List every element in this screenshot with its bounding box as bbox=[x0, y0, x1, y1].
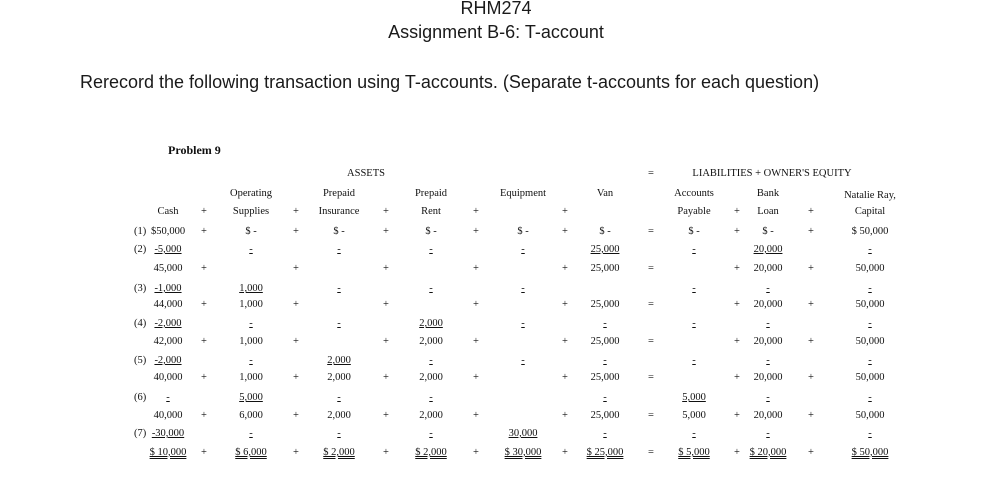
cell-bank-loan-total: $ 20,000 bbox=[749, 447, 787, 458]
cell-equipment-entry: 30,000 bbox=[508, 428, 538, 439]
plus-sign: + bbox=[562, 372, 568, 383]
cell-capital-entry: - bbox=[868, 283, 872, 294]
plus-sign: + bbox=[808, 372, 814, 383]
cell-capital-balance: 50,000 bbox=[855, 372, 885, 383]
cell-prepaid-rent-total: $ 2,000 bbox=[415, 447, 447, 458]
cell-bank-loan-entry: $ - bbox=[762, 226, 774, 237]
cell-prepaid-rent-balance: 2,000 bbox=[419, 336, 443, 347]
cell-capital-balance: 50,000 bbox=[855, 299, 885, 310]
cell-cash-entry: -2,000 bbox=[154, 355, 182, 366]
column-header-operating-supplies-top: Operating bbox=[230, 188, 272, 199]
cell-cash-entry: - bbox=[166, 392, 170, 403]
cell-prepaid-insurance-entry: - bbox=[337, 392, 341, 403]
plus-sign: + bbox=[201, 336, 207, 347]
cell-prepaid-rent-balance: 2,000 bbox=[419, 410, 443, 421]
cell-prepaid-rent-balance: 2,000 bbox=[419, 372, 443, 383]
plus-sign: + bbox=[562, 410, 568, 421]
plus-sign: + bbox=[562, 263, 568, 274]
cell-equipment-entry: - bbox=[521, 318, 525, 329]
plus-sign: + bbox=[473, 410, 479, 421]
transaction-label: (3) bbox=[134, 283, 147, 294]
column-header-bank-loan: Loan bbox=[757, 206, 779, 217]
plus-sign: + bbox=[562, 206, 568, 217]
column-header-equipment: Equipment bbox=[499, 188, 547, 199]
plus-sign: + bbox=[383, 263, 389, 274]
column-header-capital: Capital bbox=[854, 206, 886, 217]
column-header-prepaid-rent: Rent bbox=[421, 206, 441, 217]
cell-operating-supplies-total: $ 6,000 bbox=[235, 447, 267, 458]
equals-sign: = bbox=[648, 447, 654, 458]
plus-sign: + bbox=[201, 263, 207, 274]
cell-prepaid-insurance-entry: - bbox=[337, 318, 341, 329]
plus-sign: + bbox=[473, 336, 479, 347]
equals-sign: = bbox=[648, 226, 654, 237]
cell-cash-entry: $50,000 bbox=[150, 226, 186, 237]
column-header-capital-top: Natalie Ray, bbox=[844, 190, 896, 201]
transaction-label: (4) bbox=[134, 318, 147, 329]
transaction-label: (6) bbox=[134, 392, 147, 403]
cell-bank-loan-balance: 20,000 bbox=[753, 263, 783, 274]
cell-operating-supplies-balance: 1,000 bbox=[239, 336, 263, 347]
equals-heading: = bbox=[648, 168, 654, 179]
equals-sign: = bbox=[648, 263, 654, 274]
plus-sign: + bbox=[383, 336, 389, 347]
cell-van-entry: 25,000 bbox=[590, 244, 620, 255]
plus-sign: + bbox=[201, 410, 207, 421]
column-header-prepaid-insurance: Insurance bbox=[318, 206, 360, 217]
plus-sign: + bbox=[808, 206, 814, 217]
plus-sign: + bbox=[201, 206, 207, 217]
plus-sign: + bbox=[473, 299, 479, 310]
cell-capital-balance: 50,000 bbox=[855, 263, 885, 274]
cell-prepaid-rent-entry: - bbox=[429, 244, 433, 255]
cell-cash-entry: -5,000 bbox=[154, 244, 182, 255]
plus-sign: + bbox=[293, 372, 299, 383]
cell-bank-loan-entry: 20,000 bbox=[753, 244, 783, 255]
plus-sign: + bbox=[201, 447, 207, 458]
cell-bank-loan-balance: 20,000 bbox=[753, 336, 783, 347]
cell-prepaid-insurance-entry: - bbox=[337, 428, 341, 439]
plus-sign: + bbox=[808, 410, 814, 421]
cell-prepaid-rent-entry: - bbox=[429, 428, 433, 439]
instruction-text: Rerecord the following transaction using T-accounts. (Separate t-accounts for each question) bbox=[80, 72, 820, 92]
cell-operating-supplies-balance: 6,000 bbox=[239, 410, 263, 421]
plus-sign: + bbox=[808, 336, 814, 347]
plus-sign: + bbox=[293, 226, 299, 237]
plus-sign: + bbox=[293, 206, 299, 217]
plus-sign: + bbox=[562, 447, 568, 458]
equals-sign: = bbox=[648, 336, 654, 347]
cell-cash-balance: 44,000 bbox=[153, 299, 183, 310]
cell-bank-loan-entry: - bbox=[766, 392, 770, 403]
cell-bank-loan-entry: - bbox=[766, 355, 770, 366]
cell-operating-supplies-entry: - bbox=[249, 428, 253, 439]
assignment-title: Assignment B-6: T-account bbox=[388, 22, 604, 42]
cell-equipment-entry: - bbox=[521, 244, 525, 255]
cell-accounts-payable-entry: - bbox=[692, 428, 696, 439]
plus-sign: + bbox=[473, 263, 479, 274]
plus-sign: + bbox=[734, 206, 740, 217]
plus-sign: + bbox=[473, 447, 479, 458]
cell-van-entry: - bbox=[603, 392, 607, 403]
liabilities-equity-heading: LIABILITIES + OWNER'S EQUITY bbox=[692, 168, 852, 179]
cell-cash-total: $ 10,000 bbox=[149, 447, 187, 458]
plus-sign: + bbox=[734, 447, 740, 458]
cell-van-balance: 25,000 bbox=[590, 410, 620, 421]
cell-operating-supplies-entry: $ - bbox=[245, 226, 257, 237]
plus-sign: + bbox=[383, 206, 389, 217]
cell-bank-loan-balance: 20,000 bbox=[753, 299, 783, 310]
cell-cash-balance: 42,000 bbox=[153, 336, 183, 347]
plus-sign: + bbox=[562, 299, 568, 310]
plus-sign: + bbox=[201, 226, 207, 237]
plus-sign: + bbox=[562, 226, 568, 237]
plus-sign: + bbox=[293, 410, 299, 421]
cell-prepaid-rent-entry: 2,000 bbox=[419, 318, 443, 329]
cell-prepaid-insurance-total: $ 2,000 bbox=[323, 447, 355, 458]
cell-operating-supplies-balance: 1,000 bbox=[239, 299, 263, 310]
cell-cash-entry: -2,000 bbox=[154, 318, 182, 329]
equals-sign: = bbox=[648, 299, 654, 310]
cell-prepaid-rent-entry: - bbox=[429, 392, 433, 403]
plus-sign: + bbox=[201, 372, 207, 383]
cell-accounts-payable-entry: - bbox=[692, 244, 696, 255]
cell-bank-loan-entry: - bbox=[766, 318, 770, 329]
transaction-label: (2) bbox=[134, 244, 147, 255]
plus-sign: + bbox=[293, 336, 299, 347]
cell-capital-balance: 50,000 bbox=[855, 410, 885, 421]
column-header-accounts-payable-top: Accounts bbox=[674, 188, 714, 199]
cell-van-entry: - bbox=[603, 428, 607, 439]
column-header-accounts-payable: Payable bbox=[677, 206, 711, 217]
cell-prepaid-insurance-entry: 2,000 bbox=[327, 355, 351, 366]
plus-sign: + bbox=[473, 372, 479, 383]
column-header-cash: Cash bbox=[157, 206, 179, 217]
cell-prepaid-insurance-entry: - bbox=[337, 244, 341, 255]
plus-sign: + bbox=[734, 226, 740, 237]
cell-bank-loan-entry: - bbox=[766, 283, 770, 294]
cell-capital-entry: - bbox=[868, 428, 872, 439]
cell-equipment-total: $ 30,000 bbox=[504, 447, 542, 458]
cell-accounts-payable-entry: - bbox=[692, 355, 696, 366]
plus-sign: + bbox=[734, 372, 740, 383]
cell-equipment-entry: - bbox=[521, 355, 525, 366]
equals-sign: = bbox=[648, 410, 654, 421]
cell-van-balance: 25,000 bbox=[590, 263, 620, 274]
plus-sign: + bbox=[808, 263, 814, 274]
cell-capital-entry: - bbox=[868, 244, 872, 255]
plus-sign: + bbox=[383, 226, 389, 237]
cell-operating-supplies-entry: - bbox=[249, 244, 253, 255]
transaction-label: (5) bbox=[134, 355, 147, 366]
plus-sign: + bbox=[201, 299, 207, 310]
cell-accounts-payable-balance: 5,000 bbox=[682, 410, 706, 421]
plus-sign: + bbox=[293, 263, 299, 274]
cell-prepaid-insurance-entry: - bbox=[337, 283, 341, 294]
course-code: RHM274 bbox=[460, 0, 532, 18]
cell-operating-supplies-entry: 5,000 bbox=[239, 392, 263, 403]
column-header-van: Van bbox=[596, 188, 614, 199]
plus-sign: + bbox=[734, 263, 740, 274]
plus-sign: + bbox=[383, 299, 389, 310]
plus-sign: + bbox=[473, 206, 479, 217]
cell-bank-loan-entry: - bbox=[766, 428, 770, 439]
plus-sign: + bbox=[383, 410, 389, 421]
column-header-prepaid-insurance-top: Prepaid bbox=[322, 188, 356, 199]
cell-operating-supplies-balance: 1,000 bbox=[239, 372, 263, 383]
transaction-label: (1) bbox=[134, 226, 147, 237]
cell-cash-balance: 45,000 bbox=[153, 263, 183, 274]
plus-sign: + bbox=[734, 299, 740, 310]
cell-accounts-payable-entry: - bbox=[692, 318, 696, 329]
equals-sign: = bbox=[648, 372, 654, 383]
cell-prepaid-rent-entry: - bbox=[429, 355, 433, 366]
cell-accounts-payable-entry: $ - bbox=[688, 226, 700, 237]
cell-capital-entry: - bbox=[868, 392, 872, 403]
cell-prepaid-insurance-balance: 2,000 bbox=[327, 410, 351, 421]
problem-title: Problem 9 bbox=[168, 143, 221, 157]
cell-prepaid-insurance-balance: 2,000 bbox=[327, 372, 351, 383]
cell-capital-entry: - bbox=[868, 355, 872, 366]
cell-capital-total: $ 50,000 bbox=[851, 447, 889, 458]
cell-prepaid-rent-entry: $ - bbox=[425, 226, 437, 237]
cell-capital-balance: 50,000 bbox=[855, 336, 885, 347]
cell-cash-balance: 40,000 bbox=[153, 410, 183, 421]
cell-equipment-entry: - bbox=[521, 283, 525, 294]
cell-accounts-payable-entry: 5,000 bbox=[682, 392, 706, 403]
plus-sign: + bbox=[808, 226, 814, 237]
cell-prepaid-rent-entry: - bbox=[429, 283, 433, 294]
plus-sign: + bbox=[293, 299, 299, 310]
plus-sign: + bbox=[383, 447, 389, 458]
cell-bank-loan-balance: 20,000 bbox=[753, 372, 783, 383]
cell-prepaid-insurance-entry: $ - bbox=[333, 226, 345, 237]
plus-sign: + bbox=[734, 336, 740, 347]
cell-cash-balance: 40,000 bbox=[153, 372, 183, 383]
cell-equipment-entry: $ - bbox=[517, 226, 529, 237]
cell-van-balance: 25,000 bbox=[590, 336, 620, 347]
plus-sign: + bbox=[734, 410, 740, 421]
cell-van-balance: 25,000 bbox=[590, 372, 620, 383]
cell-accounts-payable-total: $ 5,000 bbox=[678, 447, 710, 458]
cell-van-total: $ 25,000 bbox=[586, 447, 624, 458]
cell-bank-loan-balance: 20,000 bbox=[753, 410, 783, 421]
plus-sign: + bbox=[293, 447, 299, 458]
cell-van-entry: - bbox=[603, 355, 607, 366]
plus-sign: + bbox=[562, 336, 568, 347]
column-header-bank-loan-top: Bank bbox=[756, 188, 780, 199]
cell-operating-supplies-entry: - bbox=[249, 355, 253, 366]
cell-operating-supplies-entry: - bbox=[249, 318, 253, 329]
cell-operating-supplies-entry: 1,000 bbox=[239, 283, 263, 294]
cell-cash-entry: -1,000 bbox=[154, 283, 182, 294]
plus-sign: + bbox=[383, 372, 389, 383]
cell-accounts-payable-entry: - bbox=[692, 283, 696, 294]
cell-van-entry: $ - bbox=[599, 226, 611, 237]
plus-sign: + bbox=[473, 226, 479, 237]
cell-van-entry: - bbox=[603, 318, 607, 329]
transaction-label: (7) bbox=[134, 428, 147, 439]
cell-van-balance: 25,000 bbox=[590, 299, 620, 310]
column-header-prepaid-rent-top: Prepaid bbox=[414, 188, 448, 199]
assets-heading: ASSETS bbox=[347, 168, 385, 179]
cell-capital-entry: - bbox=[868, 318, 872, 329]
column-header-operating-supplies: Supplies bbox=[232, 206, 270, 217]
cell-capital-entry: $ 50,000 bbox=[851, 226, 889, 237]
cell-cash-entry: -30,000 bbox=[151, 428, 185, 439]
plus-sign: + bbox=[808, 447, 814, 458]
plus-sign: + bbox=[808, 299, 814, 310]
